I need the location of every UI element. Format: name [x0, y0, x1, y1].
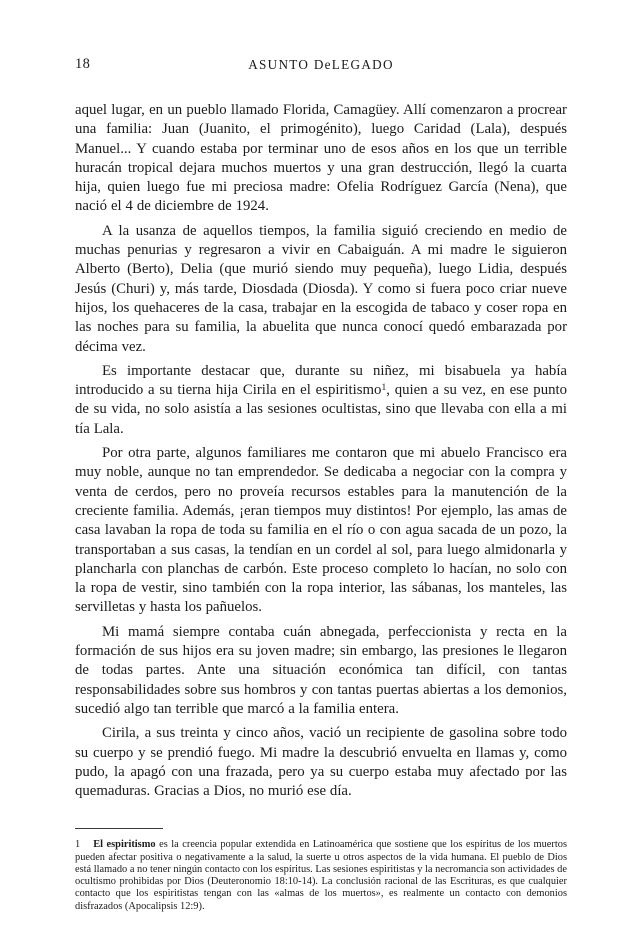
paragraph-4: Por otra parte, algunos familiares me contaron que mi abuelo Francisco era muy noble, aunque no tan emprendedor. Se dedicaba a negociar con la compra y venta de cerdos, pero no proveía recursos estables para la manutención de la creciente familia. Además, ¡eran tiempos muy distintos! Por ejemplo, las amas de casa lavaban la ropa de toda su familia en el río o con agua sacada de un pozo, la transportaban a sus casas, la tendían en un cordel al sol, para luego almidonarla y plancharla con planchas de carbón. Este proceso completo lo hacían, no solo con la ropa de vestir, sino también con la ropa interior, las sábanas, los manteles, las servilletas y hasta los pañuelos. — [75, 445, 567, 616]
paragraph-3-text-cont: , quien a su vez, en ese punto de su vida, no solo asistía a las sesiones ocultistas, sino que llevaba con ella a mi tía Lala. — [75, 382, 568, 437]
body-text — [75, 101, 567, 806]
paragraph-5: Mi mamá siempre contaba cuán abnegada, perfeccionista y recta en la formación de sus hijos era su joven madre; sin embargo, las presiones le llegaron de todas partes. Ante una situación económica tan difícil, con tantas responsabilidades sobre sus hombros y con tantas puertas abiertas a los demonios, sucedió algo tan terrible que marcó a la familia entera. — [75, 623, 567, 717]
paragraph-3-text: Es importante destacar que, durante su niñez, mi bisabuela ya había introducido a su tierna hija Cirila en el espiritismo — [75, 362, 567, 399]
paragraph-2: A la usanza de aquellos tiempos, la familia siguió creciendo en medio de muchas penurias y regresaron a vivir en Cabaiguán. A mi madre le siguieron Alberto (Berto), Delia (que murió siendo muy pequeña), luego Lidia, después Jesús (Churi) y, más tarde, Diosdada (Diosda). Y como si fuera poco criar nueve hijos, los quehaceres de la casa, trabajar en la escogida de tabaco y coser ropa en las noches para su familia, la abuelita que nunca conocí quedó embarazada por décima vez. — [75, 222, 567, 355]
footnote — [75, 839, 567, 913]
paragraph-3 — [75, 362, 567, 439]
footnote-body: es la creencia popular extendida en Latinoamérica que sostiene que los espíritus de los muertos pueden afectar positiva o negativamente a la salud, la suerte u otros aspectos de la vida humana. El pueblo de Dios está llamado a no tener ningún contacto con los espíritus. Las sesiones espiritistas y la necromancia son actividades de ocultismo prohibidas por Dios (Deuteronomio 18:10-14). La conclusión racional de las Escrituras, es que cualquier contacto que los espiritistas tengan con las «almas de los muertos», es realmente un contacto con demonios disfrazados (Apocalipsis 12:9). — [75, 839, 567, 912]
footnote-lead-term: El espiritismo — [93, 839, 156, 851]
page-number: 18 — [75, 56, 91, 72]
footnote-marker: 1 — [381, 383, 387, 394]
paragraph-6: Cirila, a sus treinta y cinco años, vació un recipiente de gasolina sobre todo su cuerpo y se prendió fuego. Mi madre la descubrió envuelta en llamas y, como pudo, la apagó con una frazada, pero ya su cuerpo estaba muy afectado por las quemaduras. Gracias a Dios, no murió ese día. — [75, 725, 567, 800]
running-header-title: ASUNTO DeLEGADO — [248, 57, 394, 72]
footnote-separator — [75, 828, 163, 829]
paragraph-1: aquel lugar, en un pueblo llamado Florida, Camagüey. Allí comenzaron a procrear una familia: Juan (Juanito, el primogénito), luego Caridad (Lala), después Manuel... Y cuando estaba por terminar uno de esos años en los que un terrible huracán tropical dejara muchos muertos y una gran destrucción, llegó la cuarta hija, quien luego fue mi preciosa madre: Ofelia Rodríguez García (Nena), que nació el 4 de diciembre de 1924. — [75, 102, 567, 215]
page-header — [75, 56, 567, 74]
footnote-number: 1 — [75, 839, 81, 851]
footnote-block — [75, 828, 567, 913]
